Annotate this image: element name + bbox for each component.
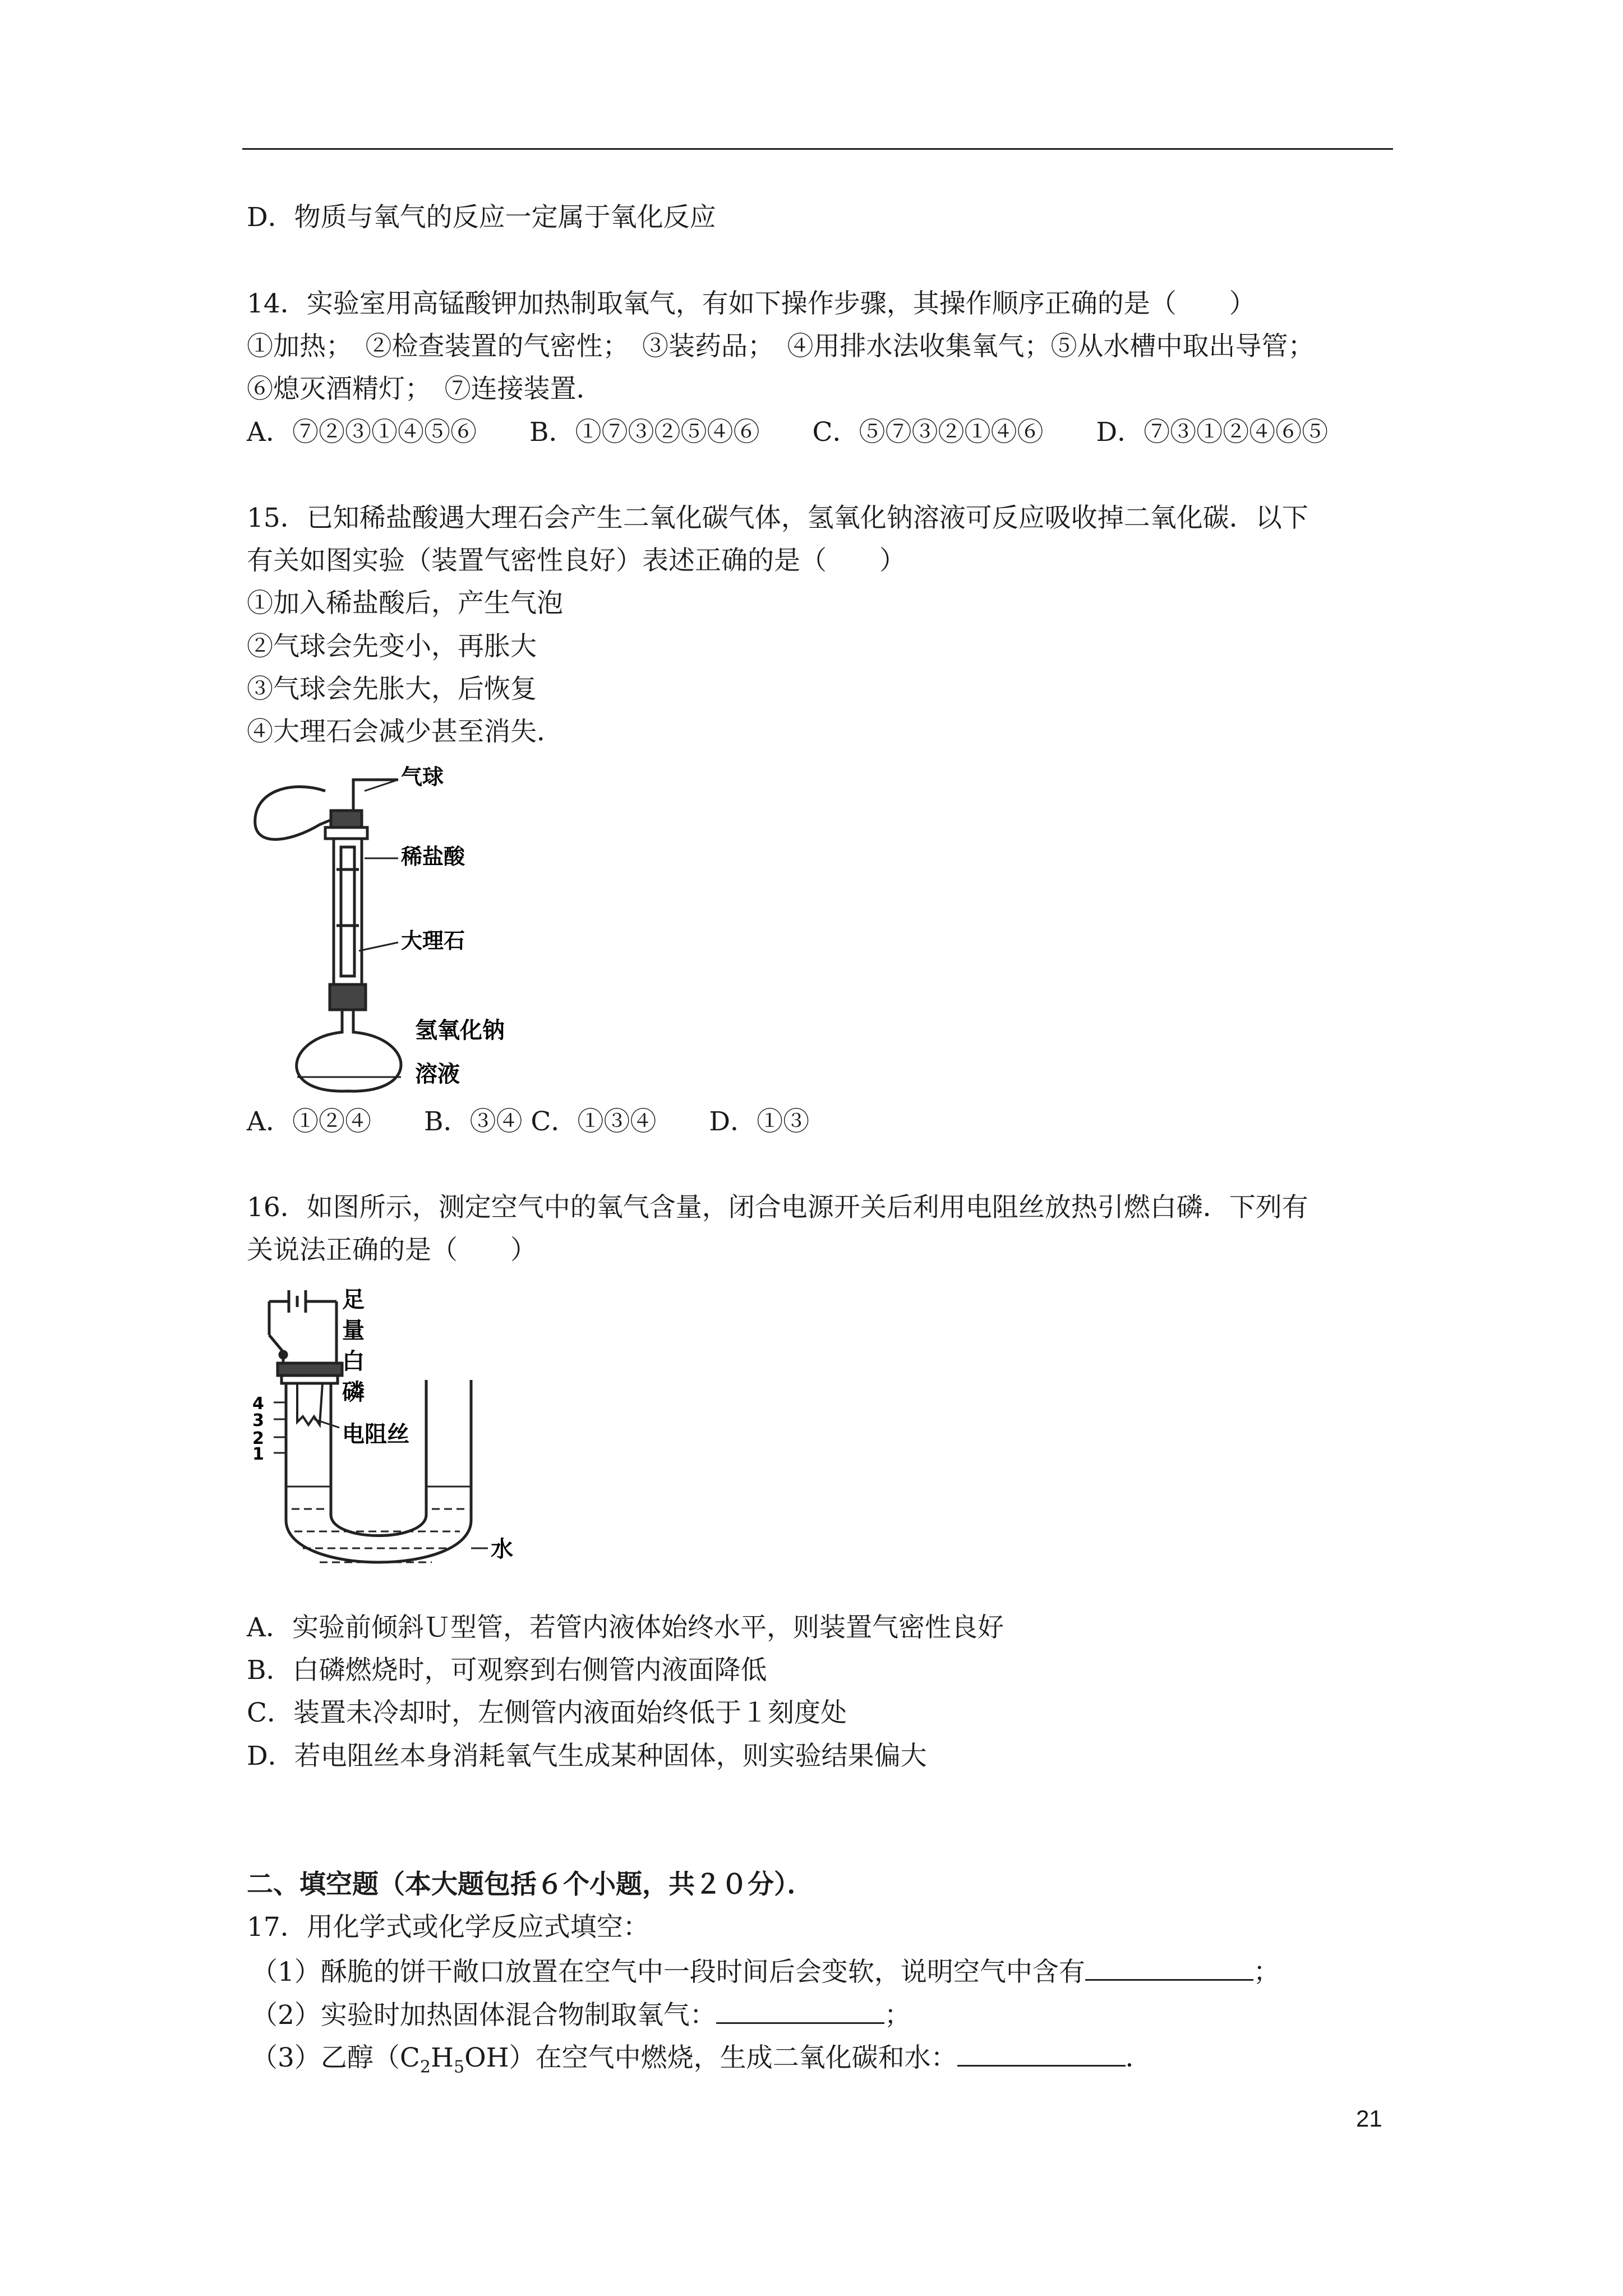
q17-stem: 17．用化学式或化学反应式填空：: [247, 1912, 649, 1943]
q14-steps-2: ⑥熄灭酒精灯； ⑦连接装置．: [247, 374, 603, 404]
q16-option-c: C．装置未冷却时，左侧管内液面始终低于１刻度处: [247, 1697, 847, 1728]
q17-blank-2[interactable]: [716, 1996, 884, 2024]
q15-apparatus-figure: [247, 757, 561, 1094]
q16-stem-1: 16．如图所示，测定空气中的氧气含量，闭合电源开关后利用电阻丝放热引燃白磷．下列有: [247, 1192, 1308, 1223]
label-lin: 磷: [342, 1379, 365, 1405]
q17-part-1: [251, 1953, 1280, 1989]
q17-part-1-end: ；: [1253, 1957, 1280, 1987]
label-bai: 白: [342, 1349, 365, 1374]
q17-sub-5: 5: [453, 2057, 465, 2077]
q16-stem-2: 关说法正确的是（ ）: [247, 1235, 537, 1266]
q15-options: A．①②④ B．③④ C．①③④ D．①③: [247, 1106, 810, 1137]
q17-part-2-end: ；: [884, 2000, 911, 2031]
q15-stem-2: 有关如图实验（装置气密性良好）表述正确的是（ ）: [247, 545, 906, 576]
label-resistance-wire: 电阻丝: [342, 1421, 409, 1447]
header-rule: [242, 148, 1393, 150]
q17-part-3-text-b: H: [430, 2042, 454, 2073]
page-number: 21: [1356, 2105, 1382, 2132]
q17-sub-2: 2: [419, 2057, 431, 2077]
q17-part-1-text: （1）酥脆的饼干敞口放置在空气中一段时间后会变软，说明空气中含有: [251, 1957, 1085, 1987]
q16-option-b: B．白磷燃烧时，可观察到右侧管内液面降低: [247, 1655, 767, 1686]
label-naoh-2: 溶液: [415, 1061, 460, 1087]
scale-4: 4: [252, 1394, 264, 1414]
q17-part-3-end: ．: [1125, 2042, 1152, 2073]
q17-part-3-text-c: OH）在空气中燃烧，生成二氧化碳和水：: [464, 2042, 957, 2073]
q17-part-3-text-a: （3）乙醇（C: [251, 2042, 420, 2073]
q16-option-a: A．实验前倾斜Ｕ型管，若管内液体始终水平，则装置气密性良好: [247, 1612, 1004, 1643]
q17-part-3: [251, 2039, 1152, 2084]
q14-options: A．⑦②③①④⑤⑥ B．①⑦③②⑤④⑥ C．⑤⑦③②①④⑥ D．⑦③①②④⑥⑤: [247, 417, 1329, 448]
q17-part-2: [251, 1996, 911, 2032]
q14-stem: 14．实验室用高锰酸钾加热制取氧气，有如下操作步骤，其操作顺序正确的是（ ）: [247, 288, 1256, 319]
label-marble: 大理石: [401, 928, 465, 953]
q17-part-2-text: （2）实验时加热固体混合物制取氧气：: [251, 2000, 716, 2031]
q16-option-d: D．若电阻丝本身消耗氧气生成某种固体，则实验结果偏大: [247, 1741, 927, 1772]
q17-blank-3[interactable]: [957, 2039, 1126, 2067]
scale-2: 2: [252, 1429, 264, 1448]
label-dilute-hcl: 稀盐酸: [401, 844, 465, 869]
scale-3: 3: [252, 1411, 264, 1430]
q15-statement-3: ③气球会先胀大，后恢复: [247, 674, 537, 705]
q15-statement-1: ①加入稀盐酸后，产生气泡: [247, 588, 563, 619]
label-zu: 足: [342, 1287, 365, 1313]
q13-option-d: D．物质与氧气的反应一定属于氧化反应: [247, 202, 716, 233]
section-2-heading: 二、填空题（本大题包括６个小题，共２０分）．: [247, 1869, 814, 1900]
label-balloon: 气球: [401, 765, 444, 789]
q15-statement-2: ②气球会先变小，再胀大: [247, 631, 537, 662]
q15-statement-4: ④大理石会减少甚至消失．: [247, 716, 563, 747]
label-water: 水: [491, 1536, 513, 1562]
q17-blank-1[interactable]: [1085, 1953, 1253, 1981]
label-naoh-1: 氢氧化钠: [415, 1018, 505, 1043]
scale-1: 1: [252, 1444, 264, 1464]
label-liang: 量: [342, 1318, 365, 1343]
q14-steps-1: ①加热； ②检查装置的气密性； ③装药品； ④用排水法收集氧气；⑤从水槽中取出导管；: [247, 331, 1315, 362]
q16-u-tube-figure: [247, 1285, 538, 1588]
q15-stem-1: 15．已知稀盐酸遇大理石会产生二氧化碳气体，氢氧化钠溶液可反应吸收掉二氧化碳．以下: [247, 503, 1308, 533]
